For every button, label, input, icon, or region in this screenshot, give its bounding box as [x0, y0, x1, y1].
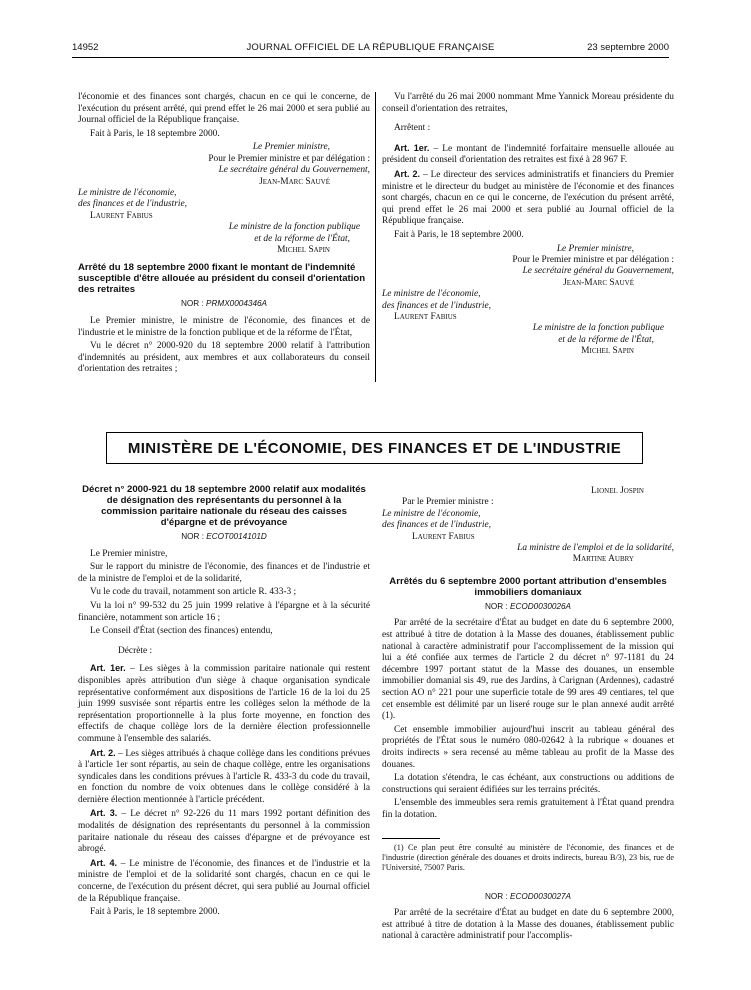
paragraph: Par arrêté de la secrétaire d'État au budget en date du 6 septembre 2000, est attribué à titre de dotation à la Masse des douanes, établissement public national à caractère administratif pour l'accomplis- [382, 908, 674, 942]
signatory-title: Le Premier ministre, [556, 243, 634, 254]
signatory-title: Le secrétaire général du Gouvernement, [522, 266, 674, 277]
nor-reference [78, 298, 370, 310]
ministry-heading: MINISTÈRE DE L'ÉCONOMIE, DES FINANCES ET DE L'INDUSTRIE [106, 432, 643, 464]
signatory-title: des finances et de l'industrie, [382, 520, 492, 531]
journal-title: JOURNAL OFFICIEL DE LA RÉPUBLIQUE FRANÇAISE [246, 42, 495, 53]
signatory-title: Par le Premier ministre : [402, 497, 494, 508]
signatory-title: Le ministre de l'économie, [382, 508, 481, 519]
page-header [72, 42, 669, 58]
article-text: – Les sièges attribués à chaque collège dans les conditions prévues à l'article 1er sont répartis, au sein de chaque collège, entre les organisations syndicales dans les conditions prévues à l'article R. 433-3 du code du travail, en fonction du nombre de voix obtenues dans le collège considéré à la dernière élection mentionnée à l'article précédent. [78, 748, 370, 805]
decree-title: Arrêté du 18 septembre 2000 fixant le montant de l'indemnité susceptible d'être allouée au président du conseil d'orientation des retraites [78, 262, 366, 296]
paragraph: Vu le code du travail, notamment son article R. 433-3 ; [90, 587, 297, 598]
signatory-name: Michel Sapin [277, 245, 330, 256]
nor-code: ECOT0014101D [206, 532, 267, 541]
paragraph: Par arrêté de la secrétaire d'État au budget en date du 6 septembre 2000, est attribué à titre de dotation à la Masse des douanes, établissement public national à caractère administratif pour l'accomplissement de la mission qui lui a été confiée aux termes de l'article 2 du décret n° 97-1181 du 24 décembre 1997 portant statut de la Masse des douanes, un ensemble immobilier domanial sis 49, rue des Jardins, à Carignan (Ardennes), cadastré section AO n° 221 pour une superficie totale de 99 ares 49 centiares, tel que cet ensemble est délimité par un liseré rouge sur le plan annexé audit arrêté (1). [382, 618, 674, 722]
nor-reference [382, 891, 674, 903]
paragraph: l'économie et des finances sont chargés, chacun en ce qui le concerne, de l'exécution du présent arrêté, qui prend effet le 26 mai 2000 et sera publié au Journal officiel de la République française. [78, 92, 370, 126]
article-label: Art. 1er. [90, 663, 126, 674]
decree-title: Décret n° 2000-921 du 18 septembre 2000 relatif aux modalités de désignation des représentants du personnel à la commission paritaire nationale du réseau des caisses d'épargne et de prévoyance [82, 484, 366, 528]
signature-place-date: Fait à Paris, le 18 septembre 2000. [90, 907, 220, 918]
article-2 [382, 169, 674, 228]
nor-code: ECOD0030026A [510, 601, 572, 611]
signatory-title: Le secrétaire général du Gouvernement, [218, 165, 370, 176]
signatory-name: Laurent Fabius [412, 531, 475, 542]
signatory-name: Jean-Marc Sauvé [563, 277, 634, 288]
article-label: Art. 1er. [394, 142, 430, 153]
signatory-name: Laurent Fabius [394, 311, 457, 322]
signatory-title: des finances et de l'industrie, [78, 199, 188, 210]
article-3 [78, 808, 370, 855]
nor-label: NOR : [181, 532, 204, 541]
column-divider [375, 92, 376, 382]
article-4 [78, 858, 370, 905]
paragraph: Vu l'arrêté du 26 mai 2000 nommant Mme Yannick Moreau présidente du conseil d'orientation des retraites, [382, 92, 674, 114]
arretent: Arrêtent : [394, 123, 431, 134]
header-rule [72, 57, 669, 58]
nor-label: NOR : [180, 299, 204, 309]
page-number: 14952 [72, 42, 99, 53]
paragraph: L'ensemble des immeubles sera remis gratuitement à l'État quand prendra fin la dotation. [382, 798, 674, 820]
paragraph: Sur le rapport du ministre de l'économie, des finances et de l'industrie et de la ministre de l'emploi et de la solidarité, [78, 562, 370, 584]
signatory-title: Pour le Premier ministre et par délégation : [208, 153, 370, 164]
bottom-left-column [78, 484, 370, 921]
issue-date: 23 septembre 2000 [587, 42, 669, 53]
article-label: Art. 3. [90, 808, 118, 819]
footnote-rule [382, 838, 440, 839]
footnote: (1) Ce plan peut être consulté au ministère de l'économie, des finances et de l'industrie (direction générale des douanes et droits indirects, bureau B/3), 23 bis, rue de l'Université, 75007 Paris. [382, 842, 674, 872]
signatory-title: et de la réforme de l'État, [558, 334, 654, 345]
nor-code: ECOD0030027A [510, 891, 572, 901]
signatory-title: Le ministre de la fonction publique [532, 323, 664, 334]
signatory-name: Laurent Fabius [90, 210, 153, 221]
signature-block [382, 486, 674, 566]
signatory-title: La ministre de l'emploi et de la solidarité, [517, 543, 674, 554]
nor-label: NOR : [484, 601, 508, 611]
signatory-title: Le ministre de l'économie, [78, 188, 177, 198]
article-label: Art. 4. [90, 857, 117, 868]
signatory-name: Martine Aubry [572, 554, 634, 565]
signatory-title: Le ministre de l'économie, [382, 289, 481, 300]
article-text: – Les sièges à la commission paritaire nationale qui restent disponibles après attribution d'un siège à chaque organisation syndicale représentative conformément aux dispositions de l'article 16 de la loi du 25 juin 1999 susvisée sont répartis entre les collèges selon la méthode de la représentation proportionnelle à la plus forte moyenne, en fonction des effectifs de chaque collège lors de la dernière élection professionnelle commune à l'ensemble des salariés. [78, 664, 370, 744]
signature-place-date: Fait à Paris, le 18 septembre 2000. [394, 229, 524, 240]
nor-label: NOR : [484, 891, 508, 901]
signature-block [382, 244, 674, 358]
nor-reference [382, 601, 674, 613]
signatory-name: Michel Sapin [581, 346, 634, 357]
signatory-title: et de la réforme de l'État, [254, 233, 350, 244]
article-label: Art. 2. [394, 168, 421, 179]
signatory-title: Le ministre de la fonction publique [228, 222, 360, 233]
decrete: Décrète : [118, 645, 153, 656]
signature-block [78, 142, 370, 256]
article-text: – Le ministre de l'économie, des finances et de l'industrie et la ministre de l'emploi et de la solidarité sont chargés, chacun en ce qui le concerne, de l'exécution du présent décret, qui sera publié au Journal officiel de la République française. [78, 858, 370, 904]
paragraph: Vu la loi n° 99-532 du 25 juin 1999 relative à l'épargne et à la sécurité financière, notamment son article 16 ; [78, 600, 370, 623]
paragraph: Vu le décret n° 2000-920 du 18 septembre 2000 relatif à l'attribution d'indemnités au président, aux membres et aux collaborateurs du conseil d'orientation des retraites ; [78, 341, 370, 375]
signatory-title: Pour le Premier ministre et par délégation : [512, 254, 674, 265]
paragraph: Le Conseil d'État (section des finances) entendu, [90, 626, 273, 637]
paragraph: La dotation s'étendra, le cas échéant, aux constructions ou additions de constructions qui seraient édifiées sur les terrains précités. [382, 773, 674, 795]
article-label: Art. 2. [90, 747, 116, 758]
article-1 [78, 663, 370, 745]
article-1 [382, 143, 674, 167]
paragraph: Cet ensemble immobilier aujourd'hui inscrit au tableau général des propriétés de l'État sous le numéro 080-02642 à la rubrique « douanes et droits indirects » sera recensé au même tableau au profit de la Masse des douanes. [382, 724, 674, 770]
top-right-column [382, 92, 674, 360]
signatory-name: Lionel Jospin [591, 486, 644, 496]
nor-code: PRMX0004346A [206, 299, 268, 309]
paragraph: Le Premier ministre, le ministre de l'économie, des finances et de l'industrie et le ministre de la fonction publique et de la réforme de l'État, [78, 316, 370, 338]
nor-reference [78, 531, 370, 543]
signatory-title: des finances et de l'industrie, [382, 300, 492, 311]
paragraph: Le Premier ministre, [90, 548, 168, 559]
signatory-title: Le Premier ministre, [252, 142, 330, 153]
top-left-column [78, 92, 370, 378]
bottom-right-column [382, 484, 674, 945]
article-2 [78, 748, 370, 807]
signature-place-date: Fait à Paris, le 18 septembre 2000. [90, 128, 220, 139]
decree-title: Arrêtés du 6 septembre 2000 portant attribution d'ensembles immobiliers domaniaux [389, 575, 667, 598]
article-text: – Le décret n° 92-226 du 11 mars 1992 portant définition des modalités de désignation des représentants du personnel à la commission paritaire nationale du réseau des caisses d'épargne et de prévoyance est abrogé. [78, 809, 370, 855]
article-text: – Le directeur des services administratifs et financiers du Premier ministre et le directeur du budget au ministère de l'économie et des finances sont chargés, chacun en ce qui le concerne, de l'exécution du présent arrêté, qui prend effet le 26 mai 2000 et sera publié au Journal officiel de la République française. [382, 169, 674, 227]
article-text: – Le montant de l'indemnité forfaitaire mensuelle allouée au président du conseil d'orientation des retraites est fixé à 28 967 F. [382, 143, 674, 166]
signatory-name: Jean-Marc Sauvé [259, 176, 330, 187]
